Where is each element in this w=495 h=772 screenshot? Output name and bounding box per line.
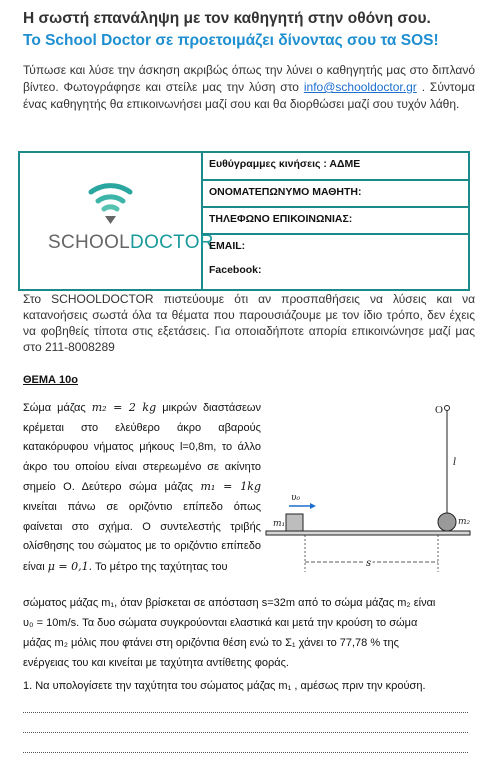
problem-p4: Το μέτρο της ταχύτητας του [94, 560, 228, 573]
problem-p2: μικρών διαστάσεων κρέμεται στο ελεύθερο άκρο αβαρούς κατακόρυφου νήματος μήκους l=0,8m, το άλλο άκρο του οποίου είναι στερεωμένο σε ακίνητο σημείο Ο. Δεύτερο σώμα μάζας [23, 402, 261, 494]
problem-line-c: μάζας m₂ μόλις που φτάνει στη οριζόντια θέση ενώ το Σ₁ χάνει το 77,78 % της [23, 637, 399, 649]
intro-paragraph [23, 62, 475, 113]
label-l: l [453, 457, 457, 468]
ball-m2 [438, 513, 456, 531]
label-m1: m₁ [273, 519, 286, 529]
m2-expression: m₂ = 2 kg [91, 401, 157, 414]
label-v0: υ₀ [291, 493, 301, 503]
logo-wordmark [48, 232, 214, 254]
header-title: Η σωστή επανάληψη με τον καθηγητή στην οθόνη σου. [23, 10, 431, 27]
field-topic: Ευθύγραμμες κινήσεις : ΑΔΜΕ [203, 153, 468, 181]
physics-figure [262, 400, 474, 580]
student-info-form [18, 151, 470, 291]
intro-text-after: . Σύντομα ένας καθηγητής θα επικοινωνήσει μαζί σου και θα διορθώσει μαζί σου τυχόν λάθη. [23, 80, 475, 111]
ground-surface [266, 531, 470, 535]
intro-text-before: Τύπωσε και λύσε την άσκηση ακριβώς όπως την λύνει ο καθηγητής μας στο διπλανό βίντεο. Φωτογράφησε και στείλε μας την λύση στο [23, 63, 475, 94]
problem-text [23, 398, 261, 577]
answer-line-2[interactable] [23, 732, 468, 733]
label-m2: m₂ [458, 517, 471, 527]
problem-title: ΘΕΜΑ 10ο [23, 374, 79, 386]
about-paragraph: Στο SCHOOLDOCTOR πιστεύουμε ότι αν προσπαθήσεις να λύσεις και να κατανοήσεις σωστά όλα τα θέματα που παρουσιάζουμε με τον ίδιο τρόπο, δεν έχεις να φοβηθείς τίποτα στις εξετάσεις. Για οποιαδήποτε απορία επικοινώνησε μαζί μας στο 211-8008289 [23, 292, 475, 354]
label-O: Ο [435, 404, 443, 416]
wifi-logo-icon [20, 153, 201, 233]
answer-line-3[interactable] [23, 752, 468, 753]
mu-expression: μ = 0,1. [47, 559, 93, 573]
m1-expression: m₁ = 1kg [200, 480, 261, 494]
block-m1 [286, 514, 303, 531]
problem-p3: κινείται πάνω σε οριζόντιο επίπεδο όπως φαίνεται στο σχήμα. Ο συντελεστής τριβής ολίσθησης του σώματος με το οριζόντιο επίπεδο είναι [23, 500, 261, 573]
problem-line-b: υ₀ = 10m/s. Τα δυο σώματα συγκρούονται ελαστικά και μετά την κρούση το σώμα [23, 617, 418, 629]
problem-line-d: ενέργειας του και κινείται με ταχύτητα αντίθετης φοράς. [23, 657, 289, 669]
pivot-point [445, 406, 450, 411]
question-1: 1. Να υπολογίσετε την ταχύτητα του σώματος μάζας m₁ , αμέσως πριν την κρούση. [23, 680, 426, 692]
problem-line-a: σώματος μάζας m₁, όταν βρίσκεται σε απόσταση s=32m από το σώμα μάζας m₂ είναι [23, 597, 436, 609]
answer-line-1[interactable] [23, 712, 468, 713]
field-student-name[interactable]: ΟΝΟΜΑΤΕΠΩΝΥΜΟ ΜΑΘΗΤΗ: [203, 181, 468, 208]
field-facebook[interactable]: Facebook: [209, 264, 262, 276]
email-link[interactable]: info@schooldoctor.gr [303, 80, 417, 94]
label-s: s [366, 558, 372, 569]
problem-p1: Σώμα μάζας [23, 402, 86, 414]
logo-cell [20, 153, 214, 289]
form-fields [203, 153, 468, 289]
field-email[interactable]: EMAIL: [209, 240, 246, 252]
logo-doctor-text: DOCTOR [130, 232, 214, 253]
field-phone[interactable]: ΤΗΛΕΦΩΝΟ ΕΠΙΚΟΙΝΩΝΙΑΣ: [203, 208, 468, 235]
header-subtitle: Το School Doctor σε προετοιμάζει δίνοντας σου τα SOS! [23, 32, 439, 49]
logo-school-text: SCHOOL [48, 232, 131, 253]
